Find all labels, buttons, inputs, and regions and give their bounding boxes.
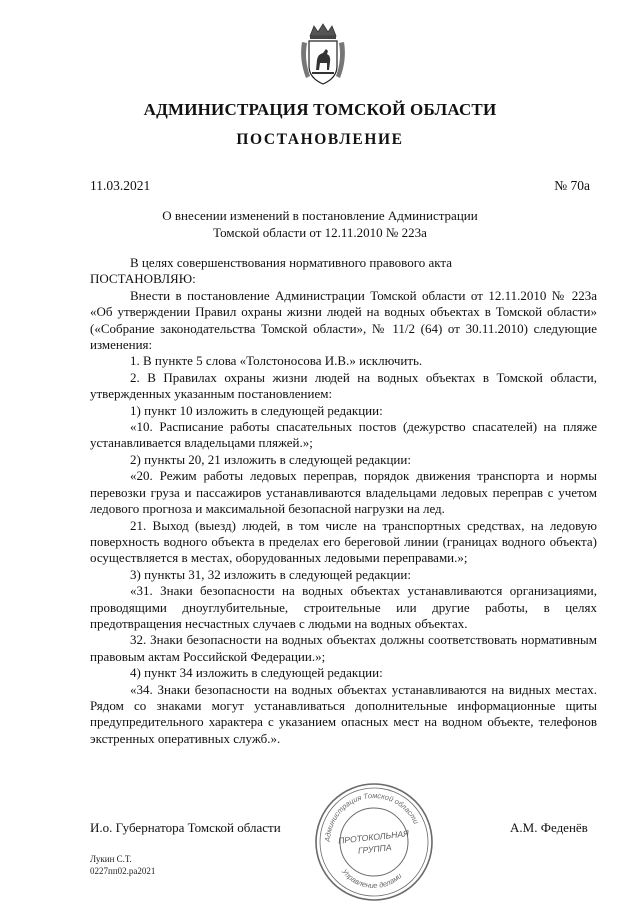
executor-code: 0227пп02.ра2021 bbox=[90, 865, 156, 876]
body-paragraph: «20. Режим работы ледовых переправ, порядок движения транспорта и нормы перевозки груза и пассажиров устанавливаются владельцами ледовых переправ с учетом ледового прогноза и максимальной безопасной нагрузки на лед. bbox=[90, 468, 597, 517]
body-paragraph: 1. В пункте 5 слова «Толстоносова И.В.» исключить. bbox=[130, 353, 423, 369]
body-paragraph: 2. В Правилах охраны жизни людей на водных объектах в Томской области, утвержденных указанным постановлением: bbox=[90, 369, 597, 402]
executor-note bbox=[90, 854, 155, 877]
stamp-center-line-1: ПРОТОКОЛЬНАЯ bbox=[337, 828, 410, 846]
body-paragraph: 1) пункт 10 изложить в следующей редакции: bbox=[130, 402, 383, 418]
stamp-center-line-2: ГРУППА bbox=[357, 842, 393, 856]
document-number: № 70а bbox=[554, 178, 590, 193]
subject-line-1: О внесении изменений в постановление Администрации bbox=[162, 208, 478, 223]
body-paragraph-decree: ПОСТАНОВЛЯЮ: bbox=[90, 271, 196, 287]
stamp-ring-bottom-text: Управление делами bbox=[340, 867, 404, 891]
body-paragraph: Внести в постановление Администрации Томской области от 12.11.2010 № 223а «Об утверждении Правил охраны жизни людей на водных объектах в Томской области» («Собрание законодательства Томской области», № 11/2 (64) от 30.11.2010) следующие изменения: bbox=[90, 287, 597, 353]
body-paragraph: «34. Знаки безопасности на водных объектах устанавливаются на видных местах. Рядом со знаками могут устанавливаться дополнительные информационные щиты предупредительного характера с указанием опасных мест на водном объекте, телефонов экстренных оперативных служб.». bbox=[90, 681, 597, 746]
body-paragraph: В целях совершенствования нормативного правового акта bbox=[130, 255, 453, 270]
signature-name: А.М. Феденёв bbox=[510, 820, 588, 835]
body-paragraph: «10. Расписание работы спасательных постов (дежурство спасателей) на пляже устанавливается владельцами пляжей.»; bbox=[90, 419, 597, 451]
stamp-ring-top-text: Администрация Томской области bbox=[322, 790, 421, 843]
document-date: 11.03.2021 bbox=[90, 178, 151, 193]
body-paragraph: «31. Знаки безопасности на водных объектах устанавливаются организациями, проводящими дноуглубительные, строительные или другие работы, в целях предотвращения несчастных случаев с людьми на водных объектах. bbox=[90, 583, 597, 631]
document-body bbox=[90, 255, 597, 747]
body-paragraph: 3) пункты 31, 32 изложить в следующей редакции: bbox=[130, 566, 411, 582]
organization-title: АДМИНИСТРАЦИЯ ТОМСКОЙ ОБЛАСТИ bbox=[143, 100, 497, 119]
subject-line-2: Томской области от 12.11.2010 № 223а bbox=[213, 225, 427, 240]
signature-position: И.о. Губернатора Томской области bbox=[90, 820, 281, 835]
executor-name: Лукин С.Т. bbox=[90, 854, 132, 864]
document-type-title: ПОСТАНОВЛЕНИЕ bbox=[236, 131, 404, 148]
body-paragraph: 32. Знаки безопасности на водных объектах должны соответствовать нормативным правовым актам Российской Федерации.»; bbox=[90, 632, 597, 664]
body-paragraph: 21. Выход (выезд) людей, в том числе на транспортных средствах, на ледовую поверхность водного объекта в пределах его береговой линии (границах водного объекта) осуществляется в местах, оборудованных ледовыми переправами.»; bbox=[90, 517, 597, 566]
body-paragraph: 4) пункт 34 изложить в следующей редакции: bbox=[130, 665, 383, 681]
document-subject bbox=[130, 207, 510, 241]
official-stamp bbox=[310, 778, 438, 906]
body-paragraph: 2) пункты 20, 21 изложить в следующей редакции: bbox=[130, 451, 411, 467]
coat-of-arms-emblem bbox=[298, 22, 348, 88]
